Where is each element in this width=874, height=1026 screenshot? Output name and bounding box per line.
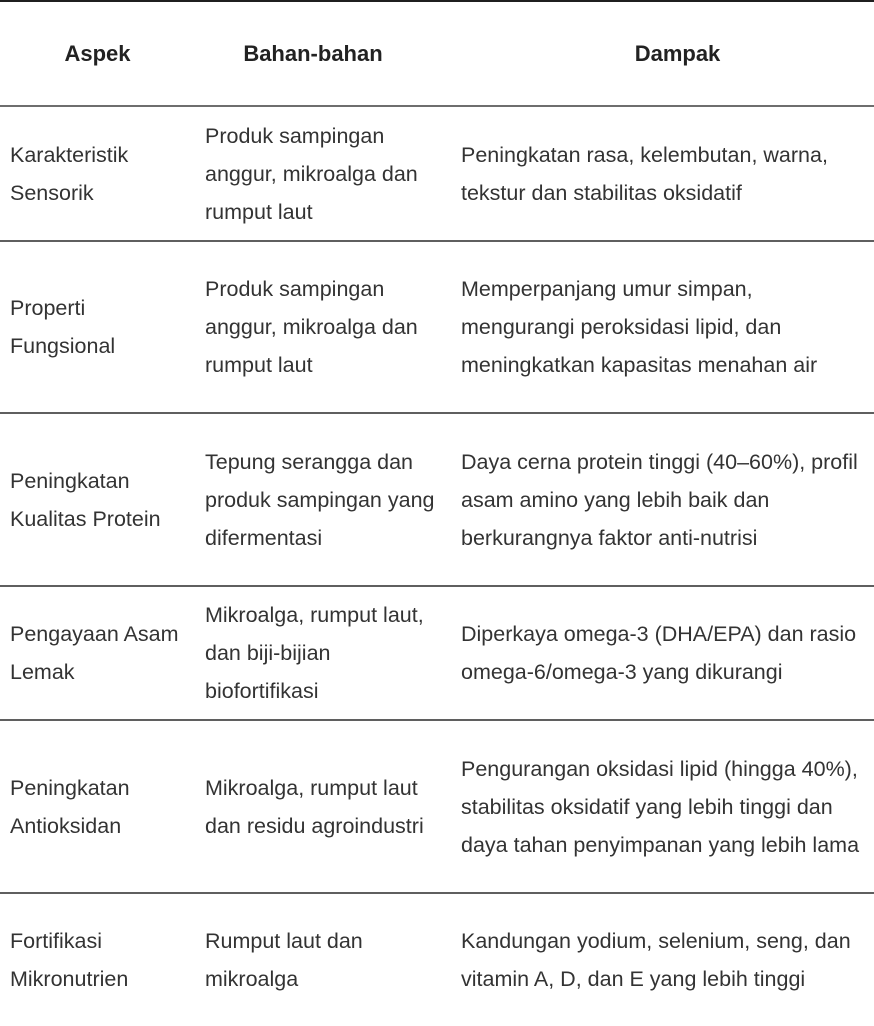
cell-bahan: Mikroalga, rumput laut, dan biji-bijian biofortifikasi [195,586,451,720]
cell-dampak: Daya cerna protein tinggi (40–60%), profil asam amino yang lebih baik dan berkurangnya faktor anti-nutrisi [451,413,874,586]
cell-bahan: Produk sampingan anggur, mikroalga dan rumput laut [195,241,451,413]
table-row [0,586,874,720]
table-header [0,2,874,106]
cell-dampak: Memperpanjang umur simpan, mengurangi peroksidasi lipid, dan meningkatkan kapasitas menahan air [451,241,874,413]
table-row [0,413,874,586]
table-row [0,106,874,241]
cell-bahan: Tepung serangga dan produk sampingan yang difermentasi [195,413,451,586]
table-row [0,241,874,413]
cell-bahan: Rumput laut dan mikroalga [205,929,363,991]
table-row [0,893,874,1026]
table-row [0,720,874,893]
cell-aspek: Peningkatan Kualitas Protein [0,413,195,586]
table-body [0,106,874,1026]
cell-bahan: Produk sampingan anggur, mikroalga dan rumput laut [195,106,451,241]
header-bahan: Bahan-bahan [195,2,451,106]
header-dampak: Dampak [451,2,874,106]
cell-aspek: Karakteristik Sensorik [0,106,195,241]
cell-aspek: Properti Fungsional [0,241,195,413]
cell-dampak: Peningkatan rasa, kelembutan, warna, tekstur dan stabilitas oksidatif [451,106,874,241]
cell-dampak: Pengurangan oksidasi lipid (hingga 40%), stabilitas oksidatif yang lebih tinggi dan daya tahan penyimpanan yang lebih lama [451,720,874,893]
cell-aspek: Pengayaan Asam Lemak [0,586,195,720]
cell-bahan: Mikroalga, rumput laut dan residu agroindustri [195,720,451,893]
cell-dampak: Diperkaya omega-3 (DHA/EPA) dan rasio omega-6/omega-3 yang dikurangi [451,586,874,720]
header-row [0,2,874,106]
cell-aspek: Fortifikasi Mikronutrien [10,929,129,991]
header-aspek: Aspek [0,2,195,106]
cell-dampak: Kandungan yodium, selenium, seng, dan vitamin A, D, dan E yang lebih tinggi [461,929,851,991]
impact-table [0,2,874,1026]
cell-aspek: Peningkatan Antioksidan [0,720,195,893]
